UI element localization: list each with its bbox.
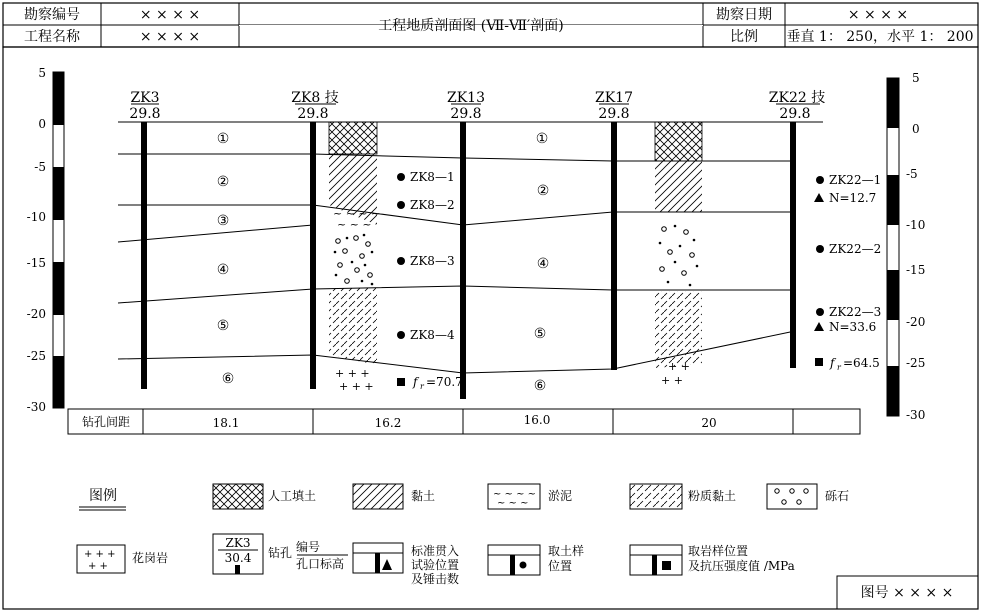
right-tick-m15: -15 [906, 263, 926, 277]
svg-text:+ +: + + [88, 561, 108, 572]
spt-zk22-n2: N=33.6 [829, 320, 877, 334]
zk8-samples [397, 170, 463, 391]
left-tick-m20: -20 [26, 307, 46, 321]
legend-rock-line2: 及抗压强度值 /MPa [688, 559, 795, 573]
legend-spt-line3: 及锤击数 [411, 572, 460, 586]
zk17-gravel-dots [659, 225, 699, 287]
survey-id-label: 勘察编号 [24, 7, 80, 23]
sample-zk22-2: ZK22—2 [829, 242, 882, 256]
spt-marker [814, 322, 824, 331]
borehole-zk13-header [447, 90, 485, 122]
svg-text:~ ~ ~ ~: ~ ~ ~ ~ [493, 489, 537, 500]
layer-2-mid: ② [536, 183, 550, 199]
left-tick-m25: -25 [26, 349, 46, 363]
spacing-zk8-zk13: 16.2 [374, 416, 402, 430]
legend-borehole-label: 钻孔 [268, 546, 293, 560]
legend-rock-sample [630, 543, 795, 575]
soil-sample-marker [397, 331, 405, 339]
borehole-zk3-header [129, 90, 160, 122]
legend-granite-label: 花岗岩 [132, 551, 169, 565]
borehole-zk8-id: ZK8 技 [291, 90, 339, 106]
svg-text:~ ~ ~: ~ ~ ~ [497, 498, 529, 509]
stratum-boundaries [118, 122, 823, 373]
legend-clay [353, 484, 435, 509]
soil-sample-marker [397, 257, 405, 265]
soil-sample-marker [816, 245, 824, 253]
spt-marker [814, 193, 824, 202]
right-tick-m10: -10 [906, 218, 926, 232]
legend-borehole-num: 编号 [296, 540, 321, 554]
zk22-samples [814, 173, 881, 372]
rock-sample-marker [397, 378, 405, 386]
legend-rock-line1: 取岩样位置 [688, 544, 749, 558]
sample-zk22-3: ZK22—3 [829, 305, 882, 319]
left-tick-m10: -10 [26, 210, 46, 224]
svg-text:+ +: + + [668, 360, 690, 373]
borehole-zk13-column [460, 122, 466, 399]
survey-date-value: × × × × [847, 7, 909, 23]
zk17-gravel-symbols [660, 227, 695, 276]
borehole-zk3-id: ZK3 [130, 90, 160, 106]
layer-labels [217, 131, 550, 394]
drawing-number: 图号 × × × × [860, 585, 954, 601]
zk22-fr-symbol: f [830, 356, 835, 370]
legend-clay-label: 黏土 [411, 489, 436, 503]
svg-text:~ ~ ~: ~ ~ ~ [337, 218, 372, 231]
borehole-spacing-table [68, 409, 860, 434]
left-elevation-axis [27, 66, 64, 414]
legend-fill-label: 人工填土 [268, 489, 317, 503]
project-name-label: 工程名称 [24, 29, 80, 45]
sample-zk8-2: ZK8—2 [410, 198, 455, 212]
boreholes [129, 89, 825, 399]
zk17-lithology-column [655, 122, 702, 387]
spt-zk22-n1: N=12.7 [829, 191, 877, 205]
borehole-zk22-header [769, 89, 825, 122]
legend-soil-line2: 位置 [548, 559, 573, 573]
right-tick-5: 5 [912, 71, 920, 85]
spacing-label: 钻孔间距 [81, 415, 131, 429]
zk8-fr-value: =70.7 [426, 375, 463, 389]
svg-text:+ +: + + [661, 374, 683, 387]
legend-borehole-elev-label: 孔口标高 [296, 557, 345, 571]
zk8-fr-symbol: f [413, 375, 418, 389]
svg-text:+ + +: + + + [84, 549, 116, 560]
legend-gravel [767, 484, 849, 509]
zk8-gravel-symbols [336, 236, 373, 284]
legend-title: 图例 [89, 488, 117, 504]
borehole-zk22-id: ZK22 技 [768, 90, 826, 106]
borehole-zk17-id: ZK17 [594, 90, 634, 106]
borehole-zk8-column [310, 122, 316, 389]
layer-2-left: ② [216, 174, 230, 190]
spacing-zk3-zk8: 18.1 [212, 416, 240, 430]
right-tick-m5: -5 [906, 167, 918, 181]
sample-zk8-3: ZK8—3 [410, 254, 455, 268]
title-block [3, 3, 978, 47]
borehole-zk8-header [291, 89, 339, 122]
borehole-zk3-elev: 29.8 [129, 106, 161, 122]
borehole-zk3-column [141, 122, 147, 389]
left-tick-m30: -30 [26, 400, 46, 414]
legend-silty-clay-label: 粉质黏土 [688, 489, 737, 503]
borehole-zk17-column [611, 122, 617, 370]
borehole-zk17-header [595, 90, 633, 122]
left-tick-0: 0 [38, 117, 46, 131]
borehole-zk8-elev: 29.8 [297, 106, 329, 122]
soil-sample-marker [397, 173, 405, 181]
layer-4-left: ④ [216, 262, 230, 278]
soil-sample-marker [816, 308, 824, 316]
layer-6-mid: ⑥ [533, 378, 547, 394]
scale-value: 垂直 1： 250，水平 1： 200 [786, 29, 974, 45]
layer-5-mid: ⑤ [533, 326, 547, 342]
survey-date-label: 勘察日期 [716, 7, 772, 23]
layer-5-left: ⑤ [216, 318, 230, 334]
rock-sample-marker [815, 358, 823, 366]
legend-spt [353, 543, 459, 586]
legend-spt-line2: 试验位置 [411, 558, 460, 572]
svg-text:+ + +: + + + [335, 367, 370, 380]
zk22-fr-subscript: r [837, 363, 841, 372]
legend-borehole [213, 534, 348, 574]
soil-sample-marker [816, 176, 824, 184]
svg-text:+ + +: + + + [339, 380, 374, 393]
project-name-value: × × × × [139, 29, 201, 45]
drawing-title: 工程地质剖面图 (Ⅶ-Ⅶ′剖面) [378, 18, 564, 34]
layer-1-left: ① [216, 131, 230, 147]
borehole-zk13-id: ZK13 [446, 90, 486, 106]
sample-zk22-1: ZK22—1 [829, 173, 882, 187]
legend-mud-label: 淤泥 [548, 489, 573, 503]
svg-text:~ ~ ~ ~: ~ ~ ~ ~ [333, 207, 381, 220]
legend-spt-line1: 标准贯入 [411, 544, 460, 558]
right-elevation-axis [887, 71, 925, 422]
left-tick-5: 5 [38, 66, 46, 80]
borehole-zk13-elev: 29.8 [450, 106, 482, 122]
borehole-zk22-column [790, 122, 796, 368]
spacing-zk17-zk22: 20 [701, 416, 717, 430]
drawing-number-box [837, 576, 978, 609]
legend-mud [488, 484, 572, 509]
legend-gravel-label: 砾石 [825, 489, 850, 503]
right-tick-m30: -30 [906, 408, 926, 422]
borehole-zk17-elev: 29.8 [598, 106, 630, 122]
layer-3-left: ③ [216, 213, 230, 229]
legend-borehole-elev: 30.4 [224, 551, 252, 565]
legend-fill [213, 484, 316, 509]
right-tick-0: 0 [912, 122, 920, 136]
legend-granite [77, 545, 168, 573]
zk22-fr-value: =64.5 [843, 356, 880, 370]
legend-soil-sample [488, 543, 584, 575]
layer-1-mid: ① [535, 131, 549, 147]
spacing-zk13-zk17: 16.0 [523, 413, 551, 427]
zk8-lithology-column [329, 122, 380, 393]
left-tick-m5: -5 [34, 160, 46, 174]
layer-4-mid: ④ [536, 256, 550, 272]
sample-zk8-4: ZK8—4 [410, 328, 455, 342]
legend-soil-line1: 取土样 [548, 544, 585, 558]
right-tick-m20: -20 [906, 315, 926, 329]
right-tick-m25: -25 [906, 356, 926, 370]
left-tick-m15: -15 [26, 256, 46, 270]
legend-silty-clay [630, 484, 736, 509]
survey-id-value: × × × × [139, 7, 201, 23]
sample-zk8-1: ZK8—1 [410, 170, 455, 184]
zk8-fr-subscript: r [420, 382, 424, 391]
legend-borehole-id: ZK3 [225, 536, 251, 550]
scale-label: 比例 [730, 29, 758, 45]
soil-sample-marker [397, 201, 405, 209]
layer-6-left: ⑥ [221, 371, 235, 387]
borehole-zk22-elev: 29.8 [779, 106, 811, 122]
legend [77, 484, 849, 586]
